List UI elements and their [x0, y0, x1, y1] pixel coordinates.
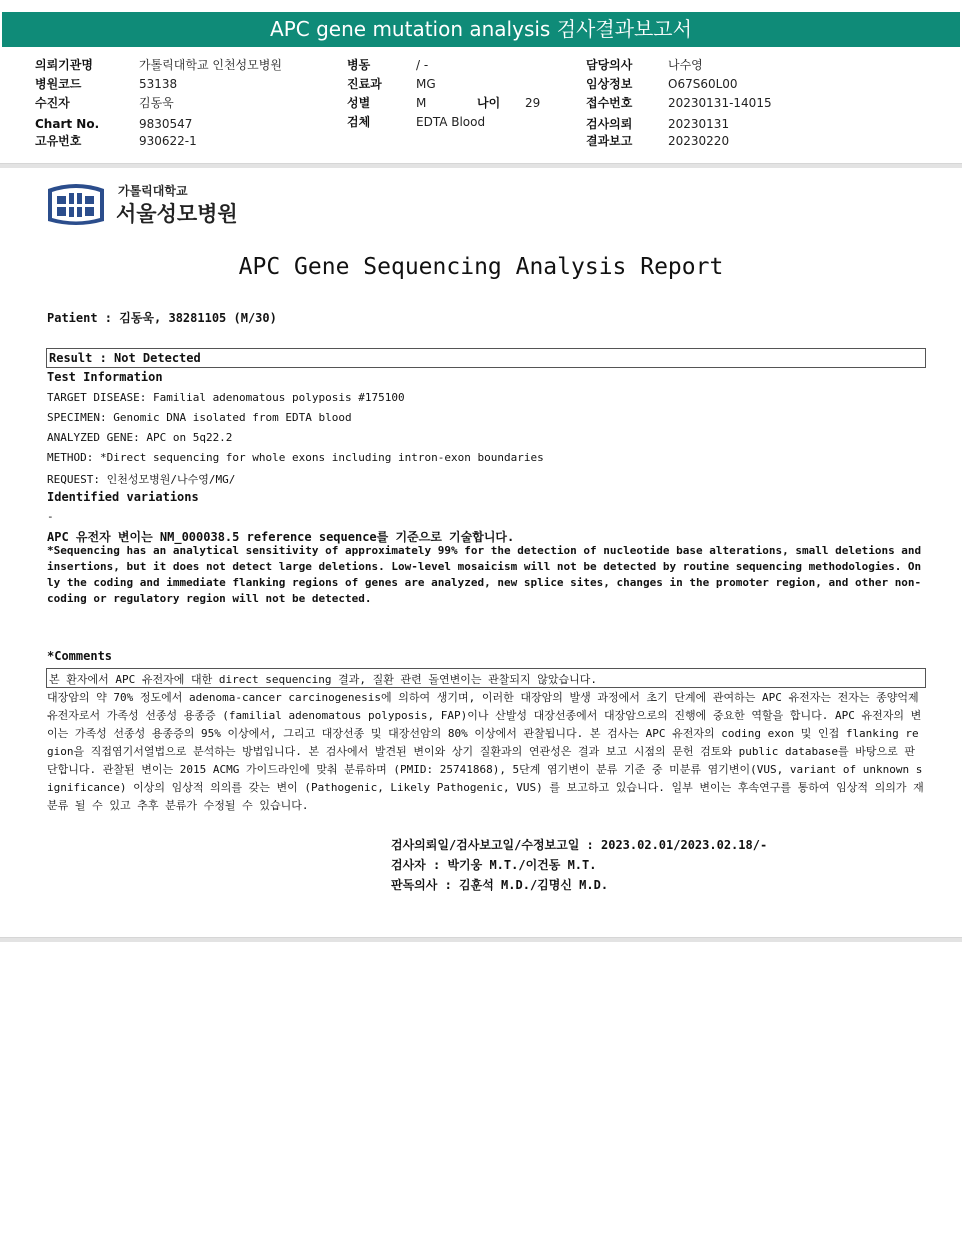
field-label: 담당의사 — [586, 58, 633, 72]
field-label: 검체 — [347, 115, 371, 129]
comments-heading: *Comments — [47, 649, 113, 663]
field-value: 김동욱 — [139, 96, 174, 110]
reference-note: APC 유전자 변이는 NM_000038.5 reference sequence를 기준으로 기술합니다. — [47, 530, 515, 544]
field-value: 20230220 — [668, 134, 730, 148]
field-label: 병원코드 — [35, 77, 82, 91]
field-value: 가톨릭대학교 인천성모병원 — [139, 58, 282, 72]
signoff-physicians: 판독의사 : 김훈석 M.D./김명신 M.D. — [391, 878, 609, 892]
comment-box — [46, 668, 926, 688]
field-value: EDTA Blood — [416, 115, 486, 129]
patient-line: Patient : 김동욱, 38281105 (M/30) — [47, 311, 277, 325]
field-label: 접수번호 — [586, 96, 633, 110]
field-value: 20230131 — [668, 117, 730, 131]
logo-university-name: 가톨릭대학교 — [118, 184, 188, 198]
identified-value: - — [47, 510, 54, 523]
footer-divider — [0, 937, 962, 942]
field-value: 930622-1 — [139, 134, 197, 148]
signoff-dates: 검사의뢰일/검사보고일/수정보고일 : 2023.02.01/2023.02.18/- — [391, 838, 768, 852]
field-label: 검사의뢰 — [586, 117, 633, 131]
field-value: O67S60L00 — [668, 77, 738, 91]
sensitivity-note: *Sequencing has an analytical sensitivity of approximately 99% for the detection of nucleotide base alterations, small deletions and insertions, but it does not detect large deletions. Low-level mosaicism will not be detected by routine sequencing methodologies. Only the coding and immediate flanking regions of genes are analyzed, new splice sites, changes in the promoter region, and other non-coding or regulatory region will not be detected. — [47, 544, 928, 605]
result-box — [46, 348, 926, 368]
identified-heading: Identified variations — [47, 490, 199, 504]
field-label: 병동 — [347, 58, 371, 72]
test-info-line: SPECIMEN: Genomic DNA isolated from EDTA blood — [47, 411, 352, 424]
test-info-heading: Test Information — [47, 370, 163, 384]
report-header-title: APC gene mutation analysis 검사결과보고서 — [2, 12, 960, 47]
field-value: 20230131-14015 — [668, 96, 772, 110]
field-value: M — [416, 96, 427, 110]
field-label: 의뢰기관명 — [35, 58, 93, 72]
age-label: 나이 — [477, 96, 501, 110]
test-info-line: METHOD: *Direct sequencing for whole exons including intron-exon boundaries — [47, 451, 544, 464]
field-label: 성별 — [347, 96, 371, 110]
comment-box-text: 본 환자에서 APC 유전자에 대한 direct sequencing 결과, 질환 관련 돌연변이는 관찰되지 않았습니다. — [49, 673, 597, 686]
field-label: 고유번호 — [35, 134, 82, 148]
field-value: MG — [416, 77, 436, 91]
comment-body: 대장암의 약 70% 정도에서 adenoma-cancer carcinogenesis에 의하여 생기며, 이러한 대장암의 발생 과정에서 초기 단계에 관여하는 APC 유전자는 전자는 종양억제유전자로서 가족성 선종성 용종증 (familial adenomatous polyposis, FAP)이나 산발성 대장선종에서 대장암으로의 진행에 중요한 역할을 합니다. APC 유전자의 변이는 가족성 선종성 용종증의 95% 이상에서, 그리고 대장선종 및 대장선암의 80% 이상에서 관찰됩니다. 본 검사는 APC 유전자의 coding exon 및 인접 flanking region을 직접염기서열법으로 분석하는 방법입니다. 본 검사에서 발견된 변이와 상기 질환과의 연관성은 결과 보고 시점의 문헌 검토와 public database를 바탕으로 판단합니다. 관찰된 변이는 2015 ACMG 가이드라인에 맞춰 분류하며 (PMID: 25741868), 5단계 염기변이 분류 기준 중 미분류 염기변이(VUS, variant of unknown significance) 이상의 임상적 의의를 갖는 변이 (Pathogenic, Likely Pathogenic, VUS) 를 보고하고 있습니다. 일부 변이는 후속연구를 통하여 임상적 의의가 재분류 될 수 있고 추후 분류가 수정될 수 있습니다. — [47, 691, 924, 812]
header-divider — [0, 163, 962, 168]
logo-hospital-name: 서울성모병원 — [116, 202, 238, 226]
signoff-technicians: 검사자 : 박기웅 M.T./이건동 M.T. — [391, 858, 597, 872]
field-label: 결과보고 — [586, 134, 633, 148]
hospital-logo-icon — [45, 181, 107, 231]
field-value: 9830547 — [139, 117, 193, 131]
result-text: Result : Not Detected — [49, 351, 201, 365]
report-title: APC Gene Sequencing Analysis Report — [238, 254, 724, 280]
field-label: 임상정보 — [586, 77, 633, 91]
test-info-line: REQUEST: 인천성모병원/나수영/MG/ — [47, 473, 236, 486]
field-label: Chart No. — [35, 117, 100, 131]
field-label: 수진자 — [35, 96, 70, 110]
test-info-line: ANALYZED GENE: APC on 5q22.2 — [47, 431, 233, 444]
field-label: 진료과 — [347, 77, 382, 91]
field-value: / - — [416, 58, 429, 72]
test-info-line: TARGET DISEASE: Familial adenomatous polyposis #175100 — [47, 391, 405, 404]
field-value: 53138 — [139, 77, 178, 91]
field-value: 나수영 — [668, 58, 703, 72]
age-value: 29 — [525, 96, 541, 110]
